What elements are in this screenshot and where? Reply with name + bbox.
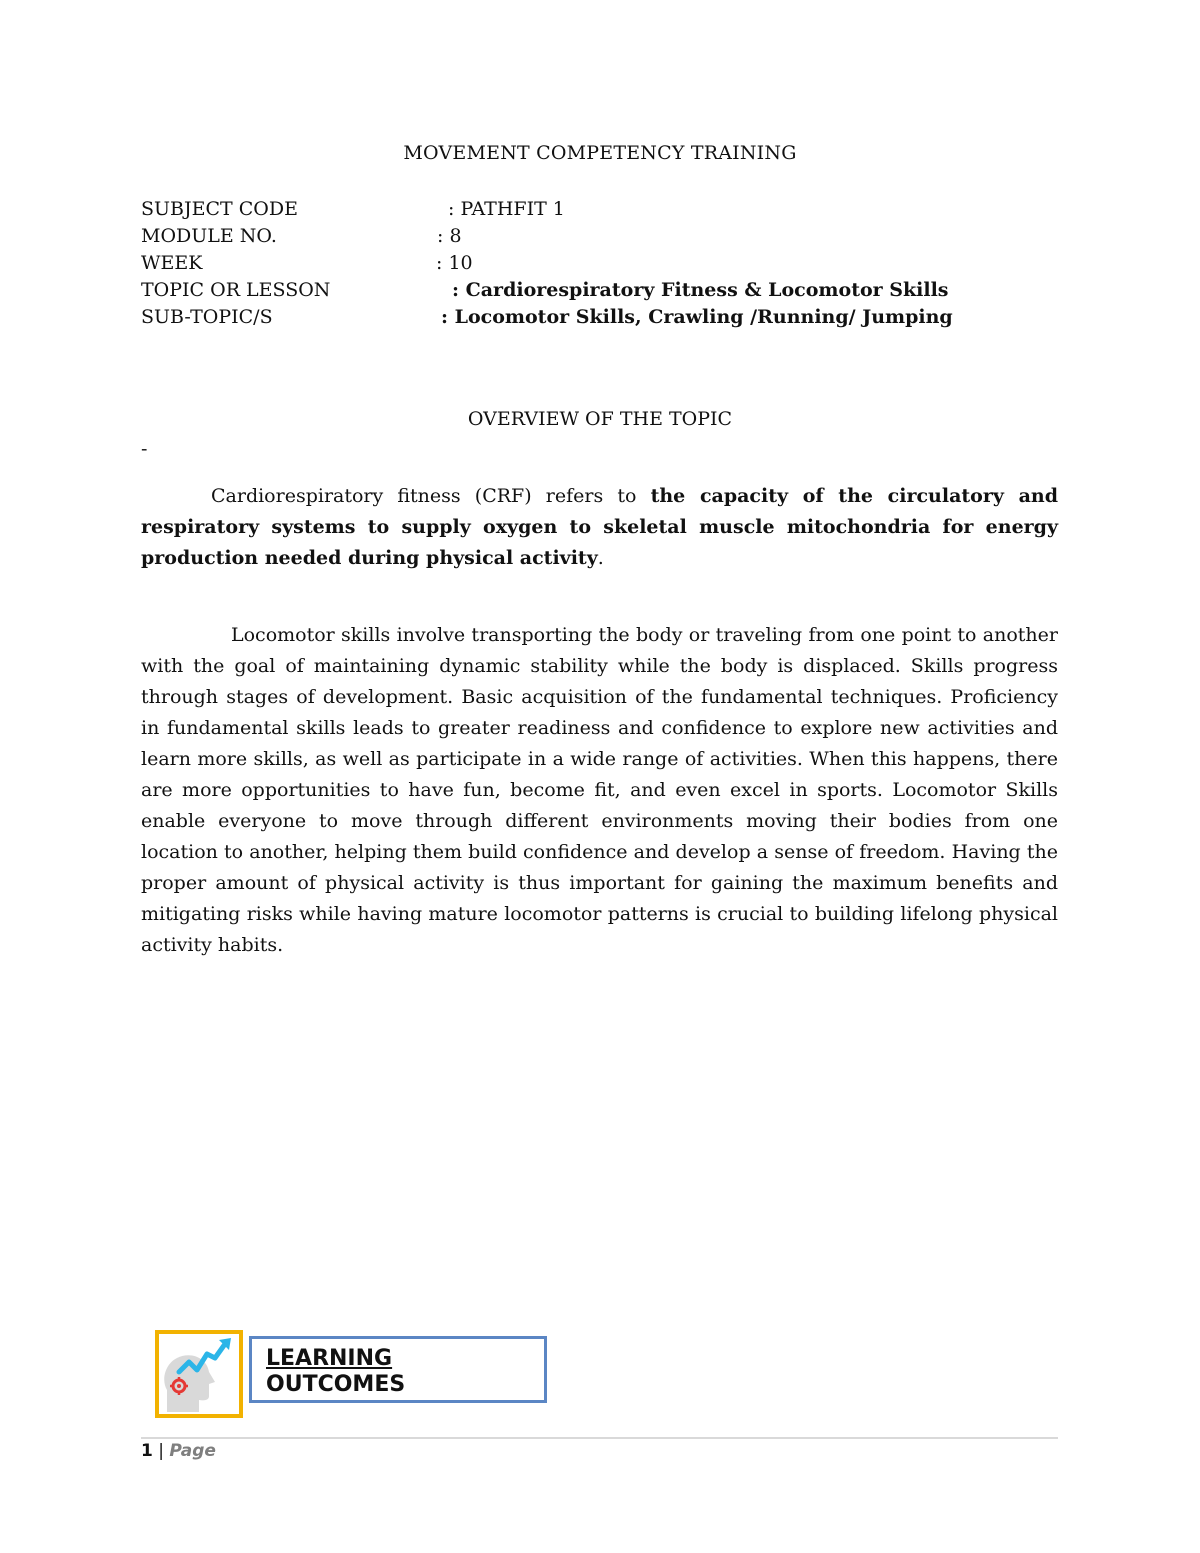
page-number: 1: [141, 1441, 153, 1461]
meta-key: TOPIC OR LESSON: [141, 279, 331, 301]
meta-value: : Locomotor Skills, Crawling /Running/ Jumping: [441, 306, 953, 328]
module-info: [141, 196, 1041, 331]
meta-value: : Cardiorespiratory Fitness & Locomotor Skills: [452, 279, 949, 301]
meta-value: : 8: [437, 225, 462, 247]
overview-heading: OVERVIEW OF THE TOPIC: [467, 408, 733, 430]
learning-outcomes-line2: OUTCOMES: [266, 1372, 406, 1397]
crf-lead-text: Cardiorespiratory fitness (CRF) refers to: [211, 485, 651, 507]
meta-key: SUBJECT CODE: [141, 198, 298, 220]
meta-row-week: [141, 250, 1041, 277]
page-footer: [141, 1441, 216, 1461]
learning-outcomes-icon-frame: [155, 1330, 243, 1418]
footer-separator: |: [158, 1441, 164, 1461]
meta-value: : 10: [436, 252, 473, 274]
learning-outcomes-heading-box: [249, 1336, 547, 1403]
head-growth-chart-icon: [159, 1334, 239, 1414]
document-title: MOVEMENT COMPETENCY TRAINING: [403, 142, 797, 164]
page-label: Page: [169, 1441, 216, 1461]
list-dash: -: [141, 438, 148, 460]
learning-outcomes-line1: LEARNING: [266, 1346, 393, 1371]
meta-key: MODULE NO.: [141, 225, 277, 247]
crf-tail-text: .: [597, 547, 604, 569]
meta-key: SUB-TOPIC/S: [141, 306, 273, 328]
meta-value: : PATHFIT 1: [448, 198, 565, 220]
crf-paragraph: [141, 481, 1058, 574]
meta-row-subject-code: [141, 196, 1041, 223]
locomotor-paragraph: Locomotor skills involve transporting the body or traveling from one point to another with the goal of maintaining dynamic stability while the body is displaced. Skills progress through stages of development. Basic acquisition of the fundamental techniques. Proficiency in fundamental skills leads to greater readiness and confidence to explore new activities and learn more skills, as well as participate in a wide range of activities. When this happens, there are more opportunities to have fun, become fit, and even excel in sports. Locomotor Skills enable everyone to move through different environments moving their bodies from one location to another, helping them build confidence and develop a sense of freedom. Having the proper amount of physical activity is thus important for gaining the maximum benefits and mitigating risks while having mature locomotor patterns is crucial to building lifelong physical activity habits.: [141, 624, 1058, 956]
crf-definition-text: the capacity of the circulatory and respiratory systems to supply oxygen to skeletal muscle mitochondria for energy production needed during physical activity: [141, 485, 1058, 569]
meta-row-subtopics: [141, 304, 1041, 331]
meta-key: WEEK: [141, 252, 203, 274]
meta-row-topic: [141, 277, 1041, 304]
learning-outcomes-heading: [266, 1346, 405, 1398]
meta-row-module-no: [141, 223, 1041, 250]
footer-divider: [141, 1437, 1058, 1439]
